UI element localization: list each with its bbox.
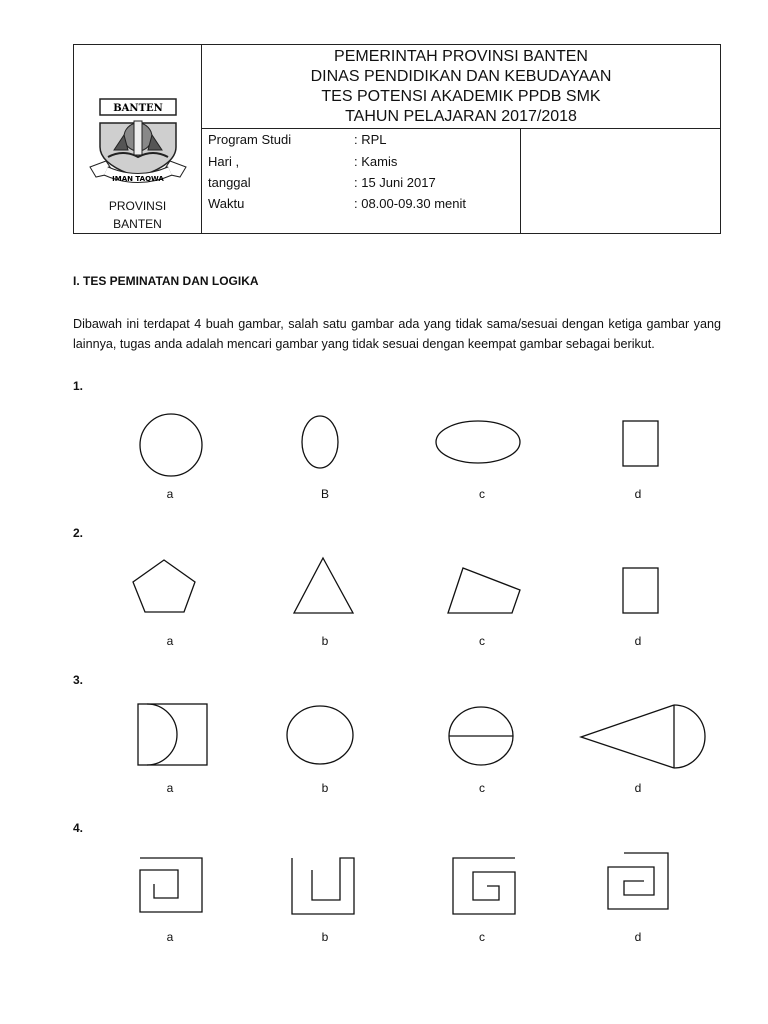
q1-rectangle-shape (622, 420, 660, 468)
q4-option-c[interactable]: c (479, 930, 485, 944)
question-2-number: 2. (73, 526, 84, 540)
province-label-line1: PROVINSI (108, 199, 167, 213)
info-value-day: : Kamis (354, 154, 398, 169)
q4-option-d[interactable]: d (634, 930, 642, 944)
q1-option-b[interactable]: B (320, 487, 329, 501)
header-table (73, 44, 721, 234)
province-label-line2: BANTEN (113, 217, 162, 231)
q2-option-d[interactable]: d (634, 634, 642, 648)
q2-pentagon-shape (130, 557, 200, 615)
logo-banner-text: BANTEN (113, 103, 163, 114)
info-label-time: Waktu (208, 196, 245, 211)
info-label-program: Program Studi (208, 132, 292, 147)
info-label-day: Hari , (208, 154, 240, 169)
q3-option-d[interactable]: d (634, 781, 642, 795)
q3-circle-with-line-shape (448, 705, 516, 767)
logo-motto-text: IMAN TAQWA (112, 175, 164, 183)
q3-square-half-circle-shape (137, 703, 209, 767)
q3-cone-half-circle-shape (578, 704, 710, 768)
q3-option-b[interactable]: b (321, 781, 329, 795)
question-1-number: 1. (73, 379, 84, 393)
info-value-time: : 08.00-09.30 menit (354, 196, 467, 211)
title-line-3: TES POTENSI AKADEMIK PPDB SMK (321, 88, 601, 105)
q4-spiral-shape-b (290, 856, 356, 916)
q3-option-c[interactable]: c (479, 781, 485, 795)
question-4-number: 4. (73, 821, 84, 835)
info-value-date: : 15 Juni 2017 (354, 175, 436, 190)
instruction-paragraph: Dibawah ini terdapat 4 buah gambar, salah satu gambar ada yang tidak sama/sesuai dengan ketiga gambar yang lainnya, tugas anda adalah mencari gambar yang tidak sesuai dengan keempat gambar sebagai berikut. (73, 317, 721, 351)
q1-option-c[interactable]: c (479, 487, 485, 501)
q1-tall-ellipse-shape (300, 414, 340, 470)
q4-option-b[interactable]: b (321, 930, 329, 944)
info-value-program: : RPL (354, 132, 387, 147)
banten-emblem-logo (88, 95, 188, 185)
section-title: I. TES PEMINATAN DAN LOGIKA (73, 274, 259, 288)
q2-rectangle-shape (622, 567, 660, 615)
q1-circle-shape (138, 412, 204, 478)
q3-circle-shape (286, 704, 356, 766)
title-cell (202, 45, 720, 129)
logo-cell (74, 45, 202, 233)
q4-spiral-shape-d (604, 851, 670, 911)
title-line-1: PEMERINTAH PROVINSI BANTEN (334, 48, 588, 65)
q4-spiral-shape-c (451, 856, 517, 916)
info-label-date: tanggal (208, 175, 251, 190)
q4-option-a[interactable]: a (166, 930, 174, 944)
q2-triangle-shape (292, 556, 356, 616)
q3-option-a[interactable]: a (166, 781, 174, 795)
title-line-4: TAHUN PELAJARAN 2017/2018 (345, 108, 577, 125)
q4-spiral-shape-a (138, 856, 204, 914)
title-line-2: DINAS PENDIDIKAN DAN KEBUDAYAAN (310, 68, 612, 85)
exam-info-cell (202, 129, 521, 233)
q2-quadrilateral-shape (446, 566, 522, 616)
q2-option-b[interactable]: b (321, 634, 329, 648)
q2-option-a[interactable]: a (166, 634, 174, 648)
q1-option-d[interactable]: d (634, 487, 642, 501)
q2-option-c[interactable]: c (479, 634, 485, 648)
question-3-number: 3. (73, 673, 84, 687)
q1-wide-ellipse-shape (434, 419, 522, 465)
q1-option-a[interactable]: a (166, 487, 174, 501)
